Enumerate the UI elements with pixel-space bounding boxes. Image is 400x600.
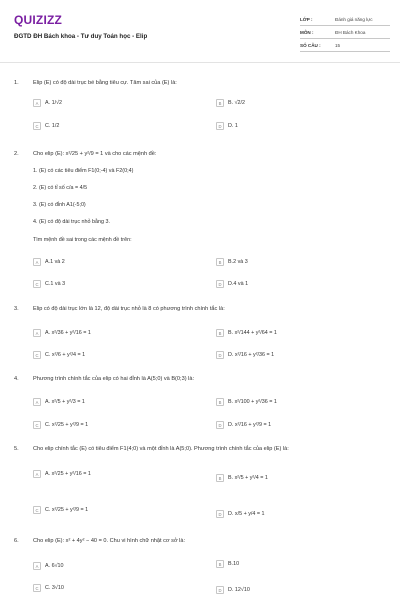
option-b[interactable] bbox=[216, 99, 245, 107]
option-letter-box[interactable]: D bbox=[216, 280, 224, 288]
question-text: Phương trình chính tắc của elip có hai đỉnh là A(5;0) và B(0;3) là: bbox=[33, 376, 195, 382]
statement-2: 2. (E) có tỉ số c/a = 4/5 bbox=[33, 185, 88, 191]
question-4 bbox=[14, 376, 390, 436]
question-1 bbox=[14, 80, 390, 140]
option-text: D. x²/16 + y²/36 = 1 bbox=[228, 352, 275, 358]
quiz-title: ĐGTD ĐH Bách khoa - Tư duy Toán học - Elip bbox=[14, 33, 148, 40]
option-letter-box[interactable]: D bbox=[216, 351, 224, 359]
option-text: B. x²/5 + y²/4 = 1 bbox=[228, 475, 268, 481]
option-text: A. x²/36 + y²/16 = 1 bbox=[45, 330, 91, 336]
option-a[interactable] bbox=[33, 99, 62, 107]
option-b[interactable] bbox=[216, 258, 248, 266]
option-text: D.4 và 1 bbox=[228, 281, 249, 287]
option-text: C. x²/25 + y²/9 = 1 bbox=[45, 507, 89, 513]
option-a[interactable] bbox=[33, 258, 65, 266]
option-text: B.2 và 3 bbox=[228, 259, 248, 265]
option-text: B. √2/2 bbox=[228, 100, 246, 106]
meta-value: ĐH Bách Khoa bbox=[335, 29, 366, 35]
option-text: C. x²/25 + y²/9 = 1 bbox=[45, 422, 89, 428]
meta-key: MÔN : bbox=[300, 29, 314, 35]
option-a[interactable] bbox=[33, 329, 91, 337]
question-5 bbox=[14, 446, 390, 526]
option-c[interactable] bbox=[33, 122, 59, 130]
option-a[interactable] bbox=[33, 398, 85, 406]
option-c[interactable] bbox=[33, 280, 65, 288]
option-text: B. x²/144 + y²/64 = 1 bbox=[228, 330, 277, 336]
option-letter-box[interactable]: B bbox=[216, 99, 224, 107]
option-letter-box[interactable]: A bbox=[33, 470, 41, 478]
option-a[interactable] bbox=[33, 470, 91, 478]
option-text: A. 6√10 bbox=[45, 563, 64, 569]
question-6 bbox=[14, 538, 390, 600]
option-d[interactable] bbox=[216, 351, 274, 359]
option-d[interactable] bbox=[216, 280, 248, 288]
option-d[interactable] bbox=[216, 122, 238, 130]
meta-row-subject bbox=[300, 26, 390, 39]
option-letter-box[interactable]: B bbox=[216, 560, 224, 568]
option-text: D. x²/16 + y²/9 = 1 bbox=[228, 422, 272, 428]
question-number: 2. bbox=[14, 151, 19, 157]
meta-row-count bbox=[300, 39, 390, 52]
option-letter-box[interactable]: A bbox=[33, 562, 41, 570]
option-b[interactable] bbox=[216, 329, 277, 337]
meta-key: LỚP : bbox=[300, 16, 313, 22]
option-c[interactable] bbox=[33, 421, 88, 429]
question-2 bbox=[14, 151, 390, 291]
option-letter-box[interactable]: A bbox=[33, 258, 41, 266]
option-c[interactable] bbox=[33, 506, 88, 514]
option-text: D. x/5 + y/4 = 1 bbox=[228, 511, 265, 517]
option-letter-box[interactable]: C bbox=[33, 421, 41, 429]
option-b[interactable] bbox=[216, 474, 268, 482]
option-c[interactable] bbox=[33, 351, 85, 359]
option-b[interactable] bbox=[216, 398, 277, 406]
option-text: B. x²/100 + y²/36 = 1 bbox=[228, 399, 277, 405]
question-number: 3. bbox=[14, 306, 19, 312]
option-letter-box[interactable]: B bbox=[216, 474, 224, 482]
meta-value: Đánh giá năng lực bbox=[335, 16, 373, 22]
option-d[interactable] bbox=[216, 421, 271, 429]
option-letter-box[interactable]: D bbox=[216, 421, 224, 429]
option-letter-box[interactable]: C bbox=[33, 506, 41, 514]
option-c[interactable] bbox=[33, 584, 64, 592]
option-text: A.1 và 2 bbox=[45, 259, 65, 265]
question-text: Cho elip (E): x²/25 + y²/9 = 1 và cho các mệnh đề: bbox=[33, 151, 157, 157]
question-3 bbox=[14, 306, 390, 366]
option-text: C. x²/6 + y²/4 = 1 bbox=[45, 352, 86, 358]
meta-table bbox=[300, 13, 390, 52]
option-text: A. 1/√2 bbox=[45, 100, 63, 106]
meta-value: 15 bbox=[335, 42, 341, 48]
option-letter-box[interactable]: A bbox=[33, 99, 41, 107]
statement-3: 3. (E) có đỉnh A1(-5;0) bbox=[33, 202, 86, 208]
question-text: Elip (E) có độ dài trục bé bằng tiêu cự. Tâm sai của (E) là: bbox=[33, 80, 177, 86]
option-letter-box[interactable]: C bbox=[33, 122, 41, 130]
option-letter-box[interactable]: A bbox=[33, 329, 41, 337]
meta-key: SỐ CÂU : bbox=[300, 42, 321, 48]
question-number: 1. bbox=[14, 80, 19, 86]
question-text: Elip có độ dài trục lớn là 12, độ dài trục nhỏ là 8 có phương trình chính tắc là: bbox=[33, 306, 225, 312]
option-text: A. x²/25 + y²/16 = 1 bbox=[45, 471, 91, 477]
question-number: 6. bbox=[14, 538, 19, 544]
option-letter-box[interactable]: D bbox=[216, 122, 224, 130]
option-letter-box[interactable]: D bbox=[216, 510, 224, 518]
question-text: Cho elip (E): x² + 4y² − 40 = 0. Chu vi hình chữ nhật cơ sở là: bbox=[33, 538, 186, 544]
question-text: Cho elip chính tắc (E) có tiêu điểm F1(4;0) và một đỉnh là A(5;0). Phương trình chính tắc của elip (E) là: bbox=[33, 446, 289, 452]
option-text: D. 1 bbox=[228, 123, 238, 129]
option-text: B.10 bbox=[228, 561, 240, 567]
option-text: D. 12√10 bbox=[228, 587, 250, 593]
option-letter-box[interactable]: C bbox=[33, 280, 41, 288]
option-letter-box[interactable]: C bbox=[33, 351, 41, 359]
option-a[interactable] bbox=[33, 562, 64, 570]
option-letter-box[interactable]: B bbox=[216, 258, 224, 266]
quizizz-logo: QUIZIZZ bbox=[14, 13, 63, 27]
meta-row-class bbox=[300, 13, 390, 26]
option-letter-box[interactable]: C bbox=[33, 584, 41, 592]
question-number: 5. bbox=[14, 446, 19, 452]
option-text: C. 3√10 bbox=[45, 585, 64, 591]
option-letter-box[interactable]: A bbox=[33, 398, 41, 406]
question-prompt: Tìm mệnh đề sai trong các mệnh đề trên: bbox=[33, 237, 132, 243]
statement-4: 4. (E) có độ dài trục nhỏ bằng 3. bbox=[33, 219, 111, 225]
question-number: 4. bbox=[14, 376, 19, 382]
option-letter-box[interactable]: D bbox=[216, 586, 224, 594]
option-letter-box[interactable]: B bbox=[216, 398, 224, 406]
option-b[interactable] bbox=[216, 560, 239, 568]
option-text: A. x²/5 + y²/3 = 1 bbox=[45, 399, 85, 405]
option-d[interactable] bbox=[216, 586, 250, 594]
header-divider bbox=[0, 62, 400, 63]
option-d[interactable] bbox=[216, 510, 265, 518]
option-text: C. 1/2 bbox=[45, 123, 60, 129]
option-text: C.1 và 3 bbox=[45, 281, 66, 287]
option-letter-box[interactable]: B bbox=[216, 329, 224, 337]
statement-1: 1. (E) có các tiêu điểm F1(0;-4) và F2(0;4) bbox=[33, 168, 134, 174]
